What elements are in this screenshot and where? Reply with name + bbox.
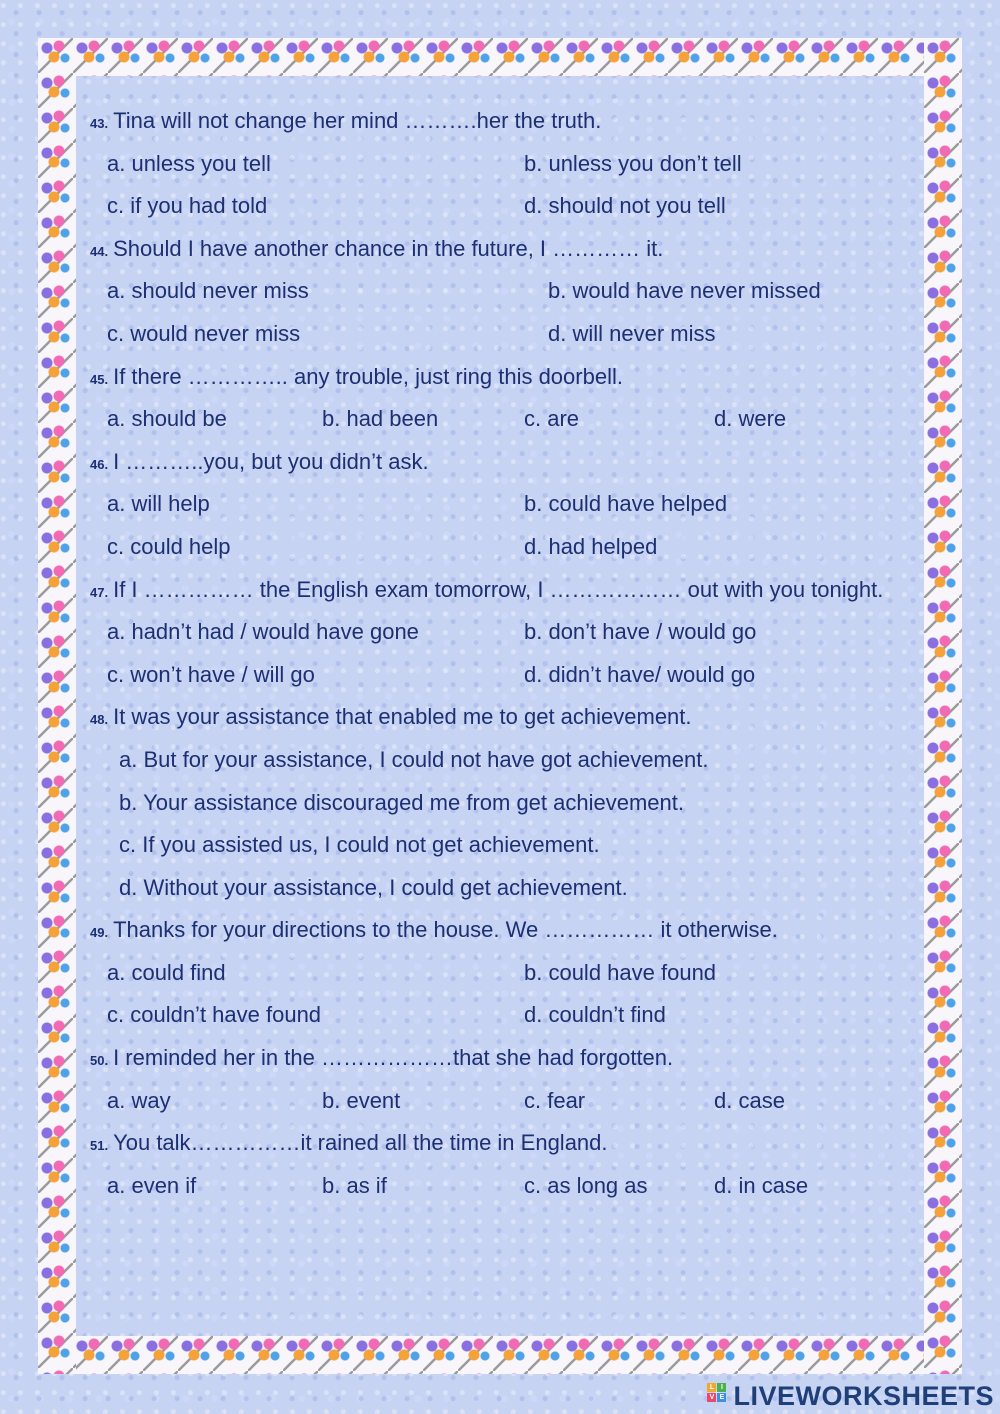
question-stem: Tina will not change her mind ……….her the truth. — [113, 108, 602, 133]
question-stem-line — [90, 909, 930, 952]
answer-option[interactable]: d. should not you tell — [524, 193, 726, 219]
options-row — [90, 313, 930, 356]
question-46 — [90, 441, 930, 569]
answer-option[interactable]: c. would never miss — [107, 320, 301, 346]
answer-option[interactable]: a. unless you tell — [107, 150, 271, 176]
question-number: 45. — [90, 371, 109, 387]
answer-option[interactable]: a. even if — [107, 1172, 197, 1198]
balloon-border-left — [38, 38, 76, 1374]
options-row — [90, 1080, 930, 1123]
options-row — [90, 611, 930, 654]
question-44 — [90, 228, 930, 356]
question-stem-line — [90, 100, 930, 143]
question-stem: Thanks for your directions to the house. We …………… it otherwise. — [113, 917, 778, 943]
question-stem-line — [90, 696, 930, 739]
question-number: 44. — [90, 243, 109, 259]
question-stem: If there ………….. any trouble, just ring this doorbell. — [113, 363, 623, 389]
answer-option[interactable]: b. could have found — [524, 959, 717, 985]
answer-option[interactable]: a. way — [107, 1087, 171, 1113]
logo-mark-letter: I — [717, 1383, 726, 1392]
question-43 — [90, 100, 930, 228]
answer-option[interactable]: d. had helped — [524, 533, 658, 559]
question-number: 43. — [90, 116, 109, 131]
question-stem: I ………..you, but you didn’t ask. — [113, 448, 429, 474]
question-number: 47. — [90, 584, 109, 600]
answer-option[interactable]: a. should never miss — [107, 278, 309, 304]
options-row — [90, 994, 930, 1037]
question-51 — [90, 1122, 930, 1207]
answer-option[interactable]: a. should be — [107, 406, 227, 432]
answer-option[interactable]: b. could have helped — [524, 491, 728, 517]
answer-option[interactable]: d. couldn’t find — [524, 1002, 666, 1028]
answer-option[interactable]: b. would have never missed — [548, 278, 821, 304]
answer-option[interactable]: d. in case — [714, 1172, 809, 1198]
question-48 — [90, 696, 930, 909]
balloon-border-bottom — [38, 1336, 962, 1374]
options-row — [90, 952, 930, 995]
question-49 — [90, 909, 930, 1037]
options-row — [90, 526, 930, 569]
answer-option[interactable]: c. If you assisted us, I could not get achievement. — [119, 832, 600, 858]
question-number: 49. — [90, 925, 109, 941]
options-row — [90, 1165, 930, 1208]
answer-option[interactable]: a. hadn’t had / would have gone — [107, 619, 419, 645]
answer-option[interactable]: d. didn’t have/ would go — [524, 661, 756, 687]
answer-option[interactable]: d. Without your assistance, I could get achievement. — [119, 874, 628, 900]
options-row — [90, 398, 930, 441]
balloon-border-top — [38, 38, 962, 76]
question-number: 46. — [90, 456, 109, 472]
question-number: 50. — [90, 1053, 109, 1069]
question-stem: It was your assistance that enabled me to get achievement. — [113, 704, 692, 730]
question-number: 48. — [90, 712, 109, 728]
options-row — [90, 270, 930, 313]
question-stem-line — [90, 1122, 930, 1165]
answer-option[interactable]: b. had been — [322, 406, 439, 432]
worksheet-content — [90, 100, 930, 1207]
logo-mark-letter: E — [717, 1393, 726, 1402]
question-stem-line — [90, 228, 930, 271]
question-50 — [90, 1037, 930, 1122]
answer-option[interactable]: c. as long as — [524, 1172, 648, 1198]
answer-option[interactable]: b. Your assistance discouraged me from get achievement. — [119, 789, 684, 815]
options-row — [90, 143, 930, 186]
answer-option[interactable]: c. won’t have / will go — [107, 661, 315, 687]
answer-option[interactable]: c. if you had told — [107, 193, 268, 219]
question-47 — [90, 569, 930, 697]
question-stem: I reminded her in the ………………that she had forgotten. — [113, 1045, 674, 1071]
answer-option[interactable]: a. will help — [107, 491, 210, 517]
options-row — [90, 483, 930, 526]
logo-text: LIVEWORKSHEETS — [733, 1380, 994, 1411]
answer-option[interactable]: a. could find — [107, 959, 226, 985]
liveworksheets-logo — [707, 1380, 994, 1412]
answer-option[interactable]: d. were — [714, 406, 787, 432]
answer-option[interactable]: b. event — [322, 1087, 401, 1113]
answer-option[interactable]: b. unless you don’t tell — [524, 150, 742, 176]
question-stem-line — [90, 569, 930, 612]
answer-option[interactable]: b. don’t have / would go — [524, 619, 757, 645]
question-stem-line — [90, 356, 930, 399]
answer-option[interactable]: c. couldn’t have found — [107, 1002, 322, 1028]
logo-mark-letter: V — [707, 1393, 716, 1402]
question-number: 51. — [90, 1138, 109, 1154]
answer-option[interactable]: c. are — [524, 406, 580, 432]
question-45 — [90, 356, 930, 441]
answer-option[interactable]: c. fear — [524, 1087, 586, 1113]
answer-option[interactable]: d. will never miss — [548, 320, 716, 346]
question-stem: Should I have another chance in the future, I ………… it. — [113, 235, 664, 261]
question-stem-line — [90, 1037, 930, 1080]
question-stem: If I …………… the English exam tomorrow, I ……………… out with you tonight. — [113, 576, 884, 602]
options-row — [90, 185, 930, 228]
question-stem: You talk……………it rained all the time in England. — [113, 1130, 608, 1156]
options-row — [90, 654, 930, 697]
logo-mark-icon — [707, 1383, 729, 1409]
answer-option[interactable]: a. But for your assistance, I could not have got achievement. — [119, 746, 709, 772]
answer-option[interactable]: b. as if — [322, 1172, 387, 1198]
answer-option[interactable]: c. could help — [107, 533, 231, 559]
question-stem-line — [90, 441, 930, 484]
logo-mark-letter: L — [707, 1383, 716, 1392]
answer-option[interactable]: d. case — [714, 1087, 785, 1113]
